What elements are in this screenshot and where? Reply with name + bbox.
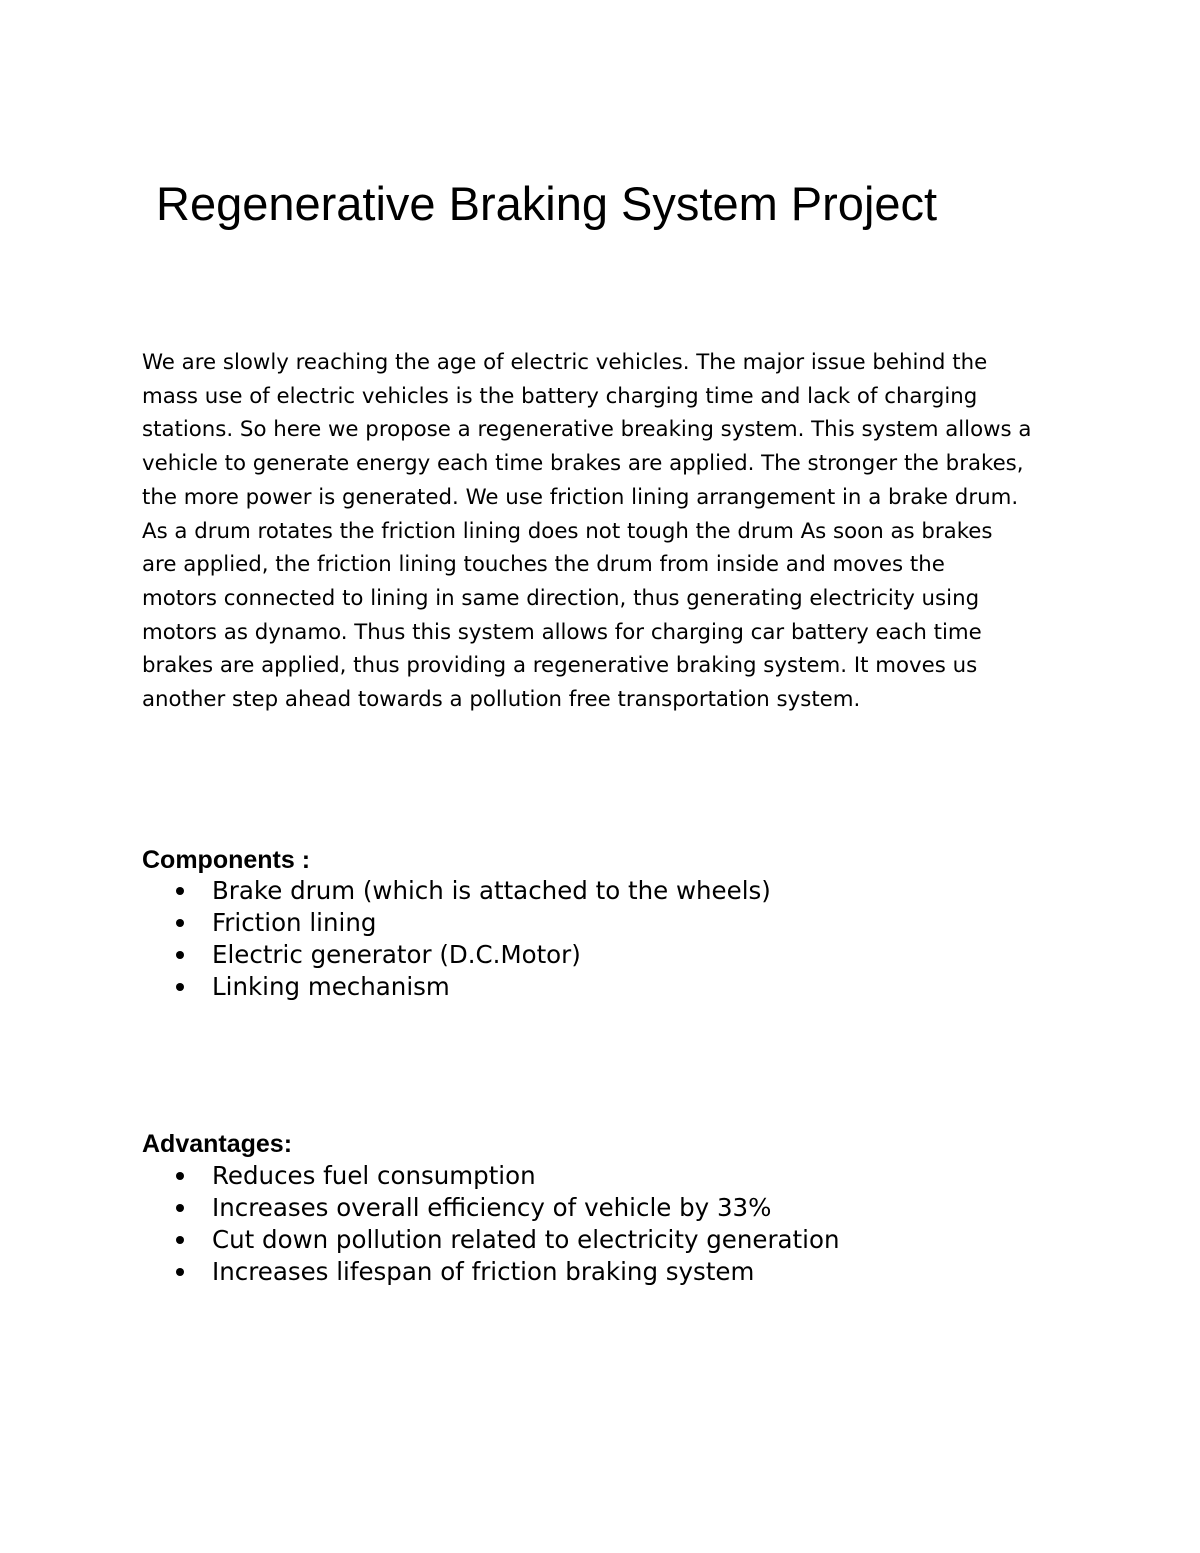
intro-line: are applied, the friction lining touches the drum from inside and moves the (142, 552, 945, 578)
list-item (142, 875, 771, 907)
bullet-icon (176, 1268, 184, 1276)
list-item-text: Cut down pollution related to electricity generation (212, 1225, 840, 1254)
intro-line: another step ahead towards a pollution free transportation system. (142, 687, 861, 713)
intro-line: stations. So here we propose a regenerative breaking system. This system allows a (142, 417, 1032, 443)
bullet-icon (176, 919, 184, 927)
intro-line: motors connected to lining in same direction, thus generating electricity using (142, 585, 980, 611)
intro-line: brakes are applied, thus providing a regenerative braking system. It moves us (142, 653, 978, 679)
intro-line: the more power is generated. We use friction lining arrangement in a brake drum. (142, 484, 1019, 510)
intro-line: We are slowly reaching the age of electric vehicles. The major issue behind the (142, 350, 988, 375)
list-item (142, 939, 771, 971)
bullet-icon (176, 951, 184, 959)
list-item (142, 971, 771, 1003)
list-item-text: Friction lining (212, 908, 377, 937)
list-item-text: Brake drum (which is attached to the wheels) (212, 876, 771, 905)
advantages-list (142, 1160, 839, 1288)
document-title: Regenerative Braking System Project (156, 177, 938, 230)
list-item (142, 1192, 839, 1224)
list-item (142, 1160, 839, 1192)
intro-line: motors as dynamo. Thus this system allows for charging car battery each time (142, 619, 982, 645)
bullet-icon (176, 1236, 184, 1244)
advantages-heading: Advantages: (142, 1130, 293, 1158)
bullet-icon (176, 887, 184, 895)
intro-paragraph (142, 346, 1072, 717)
list-item (142, 1224, 839, 1256)
bullet-icon (176, 1172, 184, 1180)
bullet-icon (176, 983, 184, 991)
list-item-text: Reduces fuel consumption (212, 1161, 536, 1190)
list-item-text: Linking mechanism (212, 972, 450, 1001)
components-heading: Components : (142, 846, 311, 874)
bullet-icon (176, 1204, 184, 1212)
intro-line: As a drum rotates the friction lining does not tough the drum As soon as brakes (142, 518, 993, 544)
components-list (142, 875, 771, 1003)
list-item (142, 907, 771, 939)
intro-line: vehicle to generate energy each time brakes are applied. The stronger the brakes, (142, 451, 1024, 477)
list-item-text: Increases lifespan of friction braking system (212, 1257, 755, 1286)
list-item-text: Increases overall efficiency of vehicle by 33% (212, 1193, 772, 1222)
list-item-text: Electric generator (D.C.Motor) (212, 940, 581, 969)
list-item (142, 1256, 839, 1288)
intro-line: mass use of electric vehicles is the battery charging time and lack of charging (142, 383, 978, 409)
